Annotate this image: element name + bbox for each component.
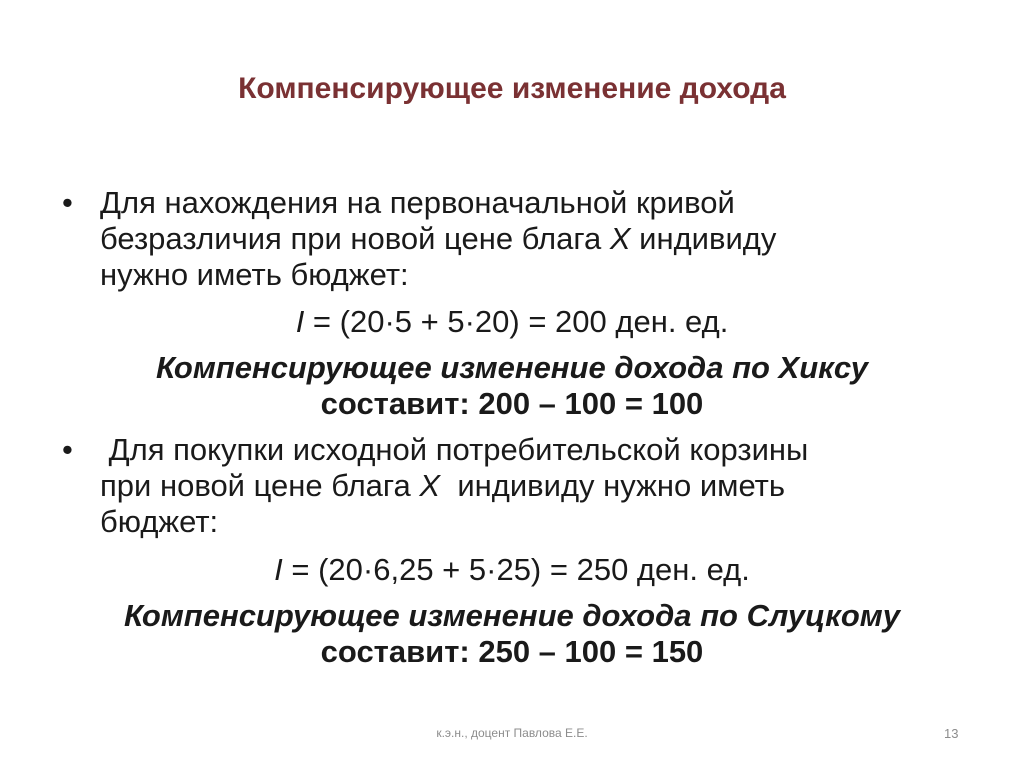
conclusion-heading: Компенсирующее изменение дохода по Хиксу (156, 350, 868, 385)
formula-expression: = (20·6,25 + 5·25) = 250 ден. ед. (282, 552, 750, 587)
footer-author: к.э.н., доцент Павлова Е.Е. (436, 726, 588, 740)
conclusion-result: составит: 250 – 100 = 150 (320, 634, 704, 669)
formula-slutsky (0, 552, 1024, 588)
conclusion-heading: Компенсирующее изменение дохода по Слуцкому (124, 598, 900, 633)
bullet-icon: • (62, 185, 73, 220)
variable-x: Х (419, 468, 441, 503)
bullet-line: Для нахождения на первоначальной кривой (100, 185, 735, 220)
page-number: 13 (944, 726, 959, 741)
bullet-line: нужно иметь бюджет: (100, 257, 409, 292)
bullet-icon: • (62, 432, 73, 467)
formula-expression: = (20·5 + 5·20) = 200 ден. ед. (304, 304, 729, 339)
conclusion-result: составит: 200 – 100 = 100 (320, 386, 704, 421)
variable-x: Х (609, 221, 631, 256)
bullet-item (62, 185, 922, 293)
bullet-line: безразличия при новой цене блага Х индивиду (100, 221, 777, 256)
bullet-line: при новой цене блага Х индивиду нужно иметь (100, 468, 786, 503)
bullet-item (62, 432, 922, 540)
slide-title: Компенсирующее изменение дохода (238, 72, 786, 105)
formula-variable: I (295, 304, 305, 339)
bullet-text (100, 185, 922, 293)
bullet-text (100, 432, 922, 540)
formula-hicks (0, 304, 1024, 340)
formula-variable: I (274, 552, 283, 587)
bullet-line: Для покупки исходной потребительской корзины (100, 432, 809, 467)
bullet-line: бюджет: (100, 504, 219, 539)
conclusion-slutsky (0, 598, 1024, 670)
conclusion-hicks (0, 350, 1024, 422)
